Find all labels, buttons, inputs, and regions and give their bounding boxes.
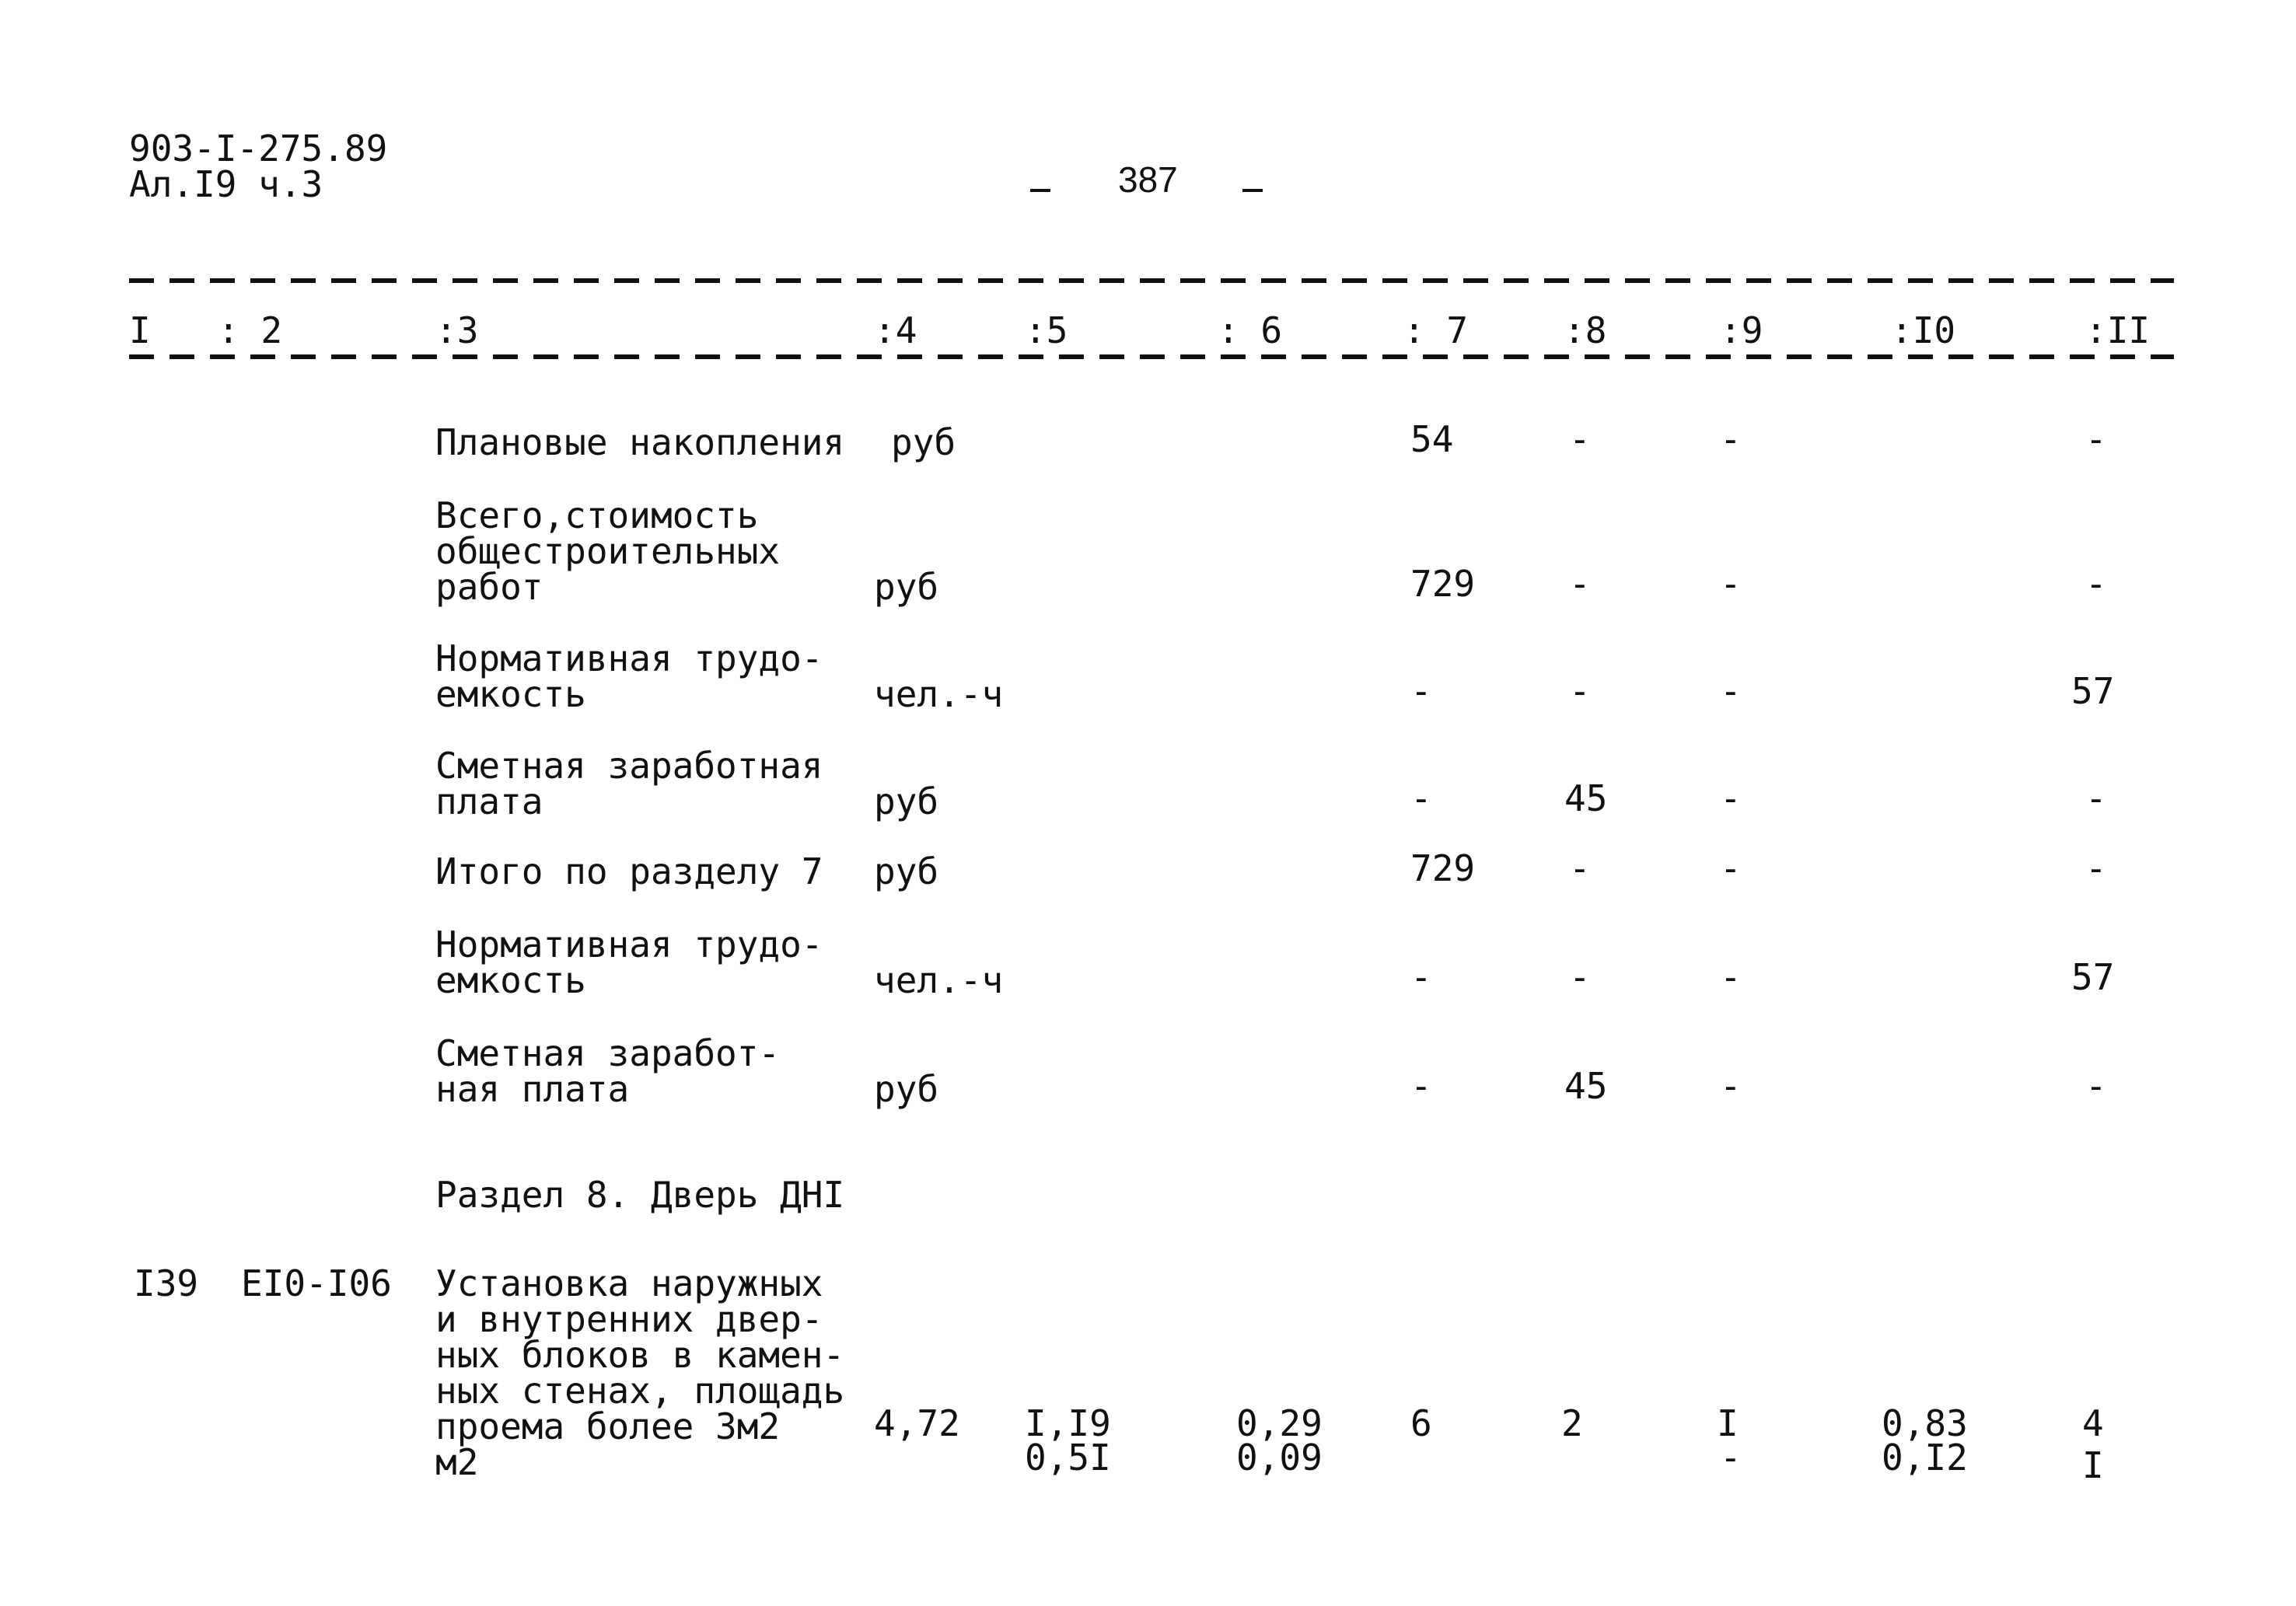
row-col7: -	[1410, 777, 1432, 819]
row-col8: -	[1569, 670, 1591, 712]
row-unit: чел.-ч	[874, 959, 1004, 1001]
section-title: Раздел 8. Дверь ДНI	[435, 1174, 845, 1216]
sheet-label: Ал.I9 ч.3	[129, 163, 323, 205]
row-col7: 729	[1410, 847, 1476, 889]
row-col8: 45	[1564, 1065, 1608, 1107]
column-header-10: :I0	[1891, 309, 1956, 351]
row-name-line1: Всего,стоимость	[435, 494, 759, 536]
page-number: 387	[1118, 159, 1178, 200]
row-name-line2: плата	[435, 780, 543, 822]
page-number-dash-left	[1030, 189, 1050, 192]
item-col11-line2: I	[2082, 1444, 2104, 1486]
item-col9-line1: I	[1717, 1402, 1739, 1444]
row-col7: -	[1410, 956, 1432, 998]
row-unit: руб	[874, 850, 939, 892]
row-name: Плановые накопления	[435, 421, 845, 463]
item-desc-line3: ных блоков в камен-	[435, 1334, 845, 1376]
row-col9: -	[1720, 563, 1742, 605]
item-col6-line2: 0,09	[1236, 1437, 1323, 1479]
row-col11: -	[2085, 847, 2107, 889]
item-col10-line2: 0,I2	[1882, 1437, 1968, 1479]
item-col11-line1: 4	[2082, 1402, 2104, 1444]
row-col7: 54	[1410, 418, 1454, 460]
row-name-line2: ная плата	[435, 1068, 630, 1110]
row-unit: руб	[874, 566, 939, 608]
row-name: Итого по разделу 7	[435, 850, 823, 892]
row-col7: 729	[1410, 563, 1476, 605]
row-col9: -	[1720, 777, 1742, 819]
row-name-line1: Сметная заработная	[435, 745, 823, 787]
item-desc-line6: м2	[435, 1441, 479, 1483]
row-col8: -	[1569, 563, 1591, 605]
row-col11: 57	[2071, 670, 2115, 712]
item-col9-line2: -	[1720, 1437, 1742, 1479]
item-code: EI0-I06	[241, 1262, 392, 1304]
row-col9: -	[1720, 418, 1742, 460]
item-number: I39	[134, 1262, 199, 1304]
header-bottom-rule	[129, 354, 2174, 359]
column-header-4: :4	[874, 309, 917, 351]
item-desc-line1: Установка наружных	[435, 1262, 823, 1304]
item-col5-line1: I,I9	[1025, 1402, 1111, 1444]
row-name-line2: емкость	[435, 673, 586, 715]
column-header-7: : 7	[1403, 309, 1469, 351]
row-col11: -	[2085, 1065, 2107, 1107]
row-col11: -	[2085, 563, 2107, 605]
row-col9: -	[1720, 1065, 1742, 1107]
page-number-dash-right	[1242, 189, 1263, 192]
row-col9: -	[1720, 956, 1742, 998]
table-top-rule	[129, 278, 2174, 283]
row-name-line2: емкость	[435, 959, 586, 1001]
row-name-line3: работ	[435, 566, 543, 608]
row-col7: -	[1410, 670, 1432, 712]
column-header-6: : 6	[1218, 309, 1283, 351]
row-unit: руб	[891, 421, 956, 463]
row-unit: руб	[874, 1068, 939, 1110]
row-unit: чел.-ч	[874, 673, 1004, 715]
column-header-5: :5	[1025, 309, 1068, 351]
row-col8: -	[1569, 956, 1591, 998]
item-desc-line2: и внутренних двер-	[435, 1298, 823, 1340]
row-name-line1: Сметная заработ-	[435, 1032, 781, 1074]
row-name-line2: общестроительных	[435, 530, 781, 572]
row-col9: -	[1720, 670, 1742, 712]
row-col8: 45	[1564, 777, 1608, 819]
item-col10-line1: 0,83	[1882, 1402, 1968, 1444]
row-col9: -	[1720, 847, 1742, 889]
item-col4: 4,72	[874, 1402, 960, 1444]
item-desc-line4: ных стенах, площадь	[435, 1370, 845, 1412]
item-desc-line5: проема более 3м2	[435, 1405, 781, 1447]
column-header-9: :9	[1720, 309, 1763, 351]
item-col6-line1: 0,29	[1236, 1402, 1323, 1444]
document-code: 903-I-275.89	[129, 127, 388, 169]
row-col8: -	[1569, 847, 1591, 889]
column-header-3: :3	[435, 309, 479, 351]
item-col5-line2: 0,5I	[1025, 1437, 1111, 1479]
column-header-1: I	[129, 309, 151, 351]
item-col8: 2	[1561, 1402, 1583, 1444]
row-col11: 57	[2071, 956, 2115, 998]
column-header-2: : 2	[218, 309, 283, 351]
row-col11: -	[2085, 418, 2107, 460]
row-col7: -	[1410, 1065, 1432, 1107]
column-header-8: :8	[1564, 309, 1607, 351]
row-name-line1: Нормативная трудо-	[435, 923, 823, 965]
row-unit: руб	[874, 780, 939, 822]
item-col7: 6	[1410, 1402, 1432, 1444]
row-col8: -	[1569, 418, 1591, 460]
column-header-11: :II	[2085, 309, 2151, 351]
row-col11: -	[2085, 777, 2107, 819]
row-name-line1: Нормативная трудо-	[435, 637, 823, 679]
